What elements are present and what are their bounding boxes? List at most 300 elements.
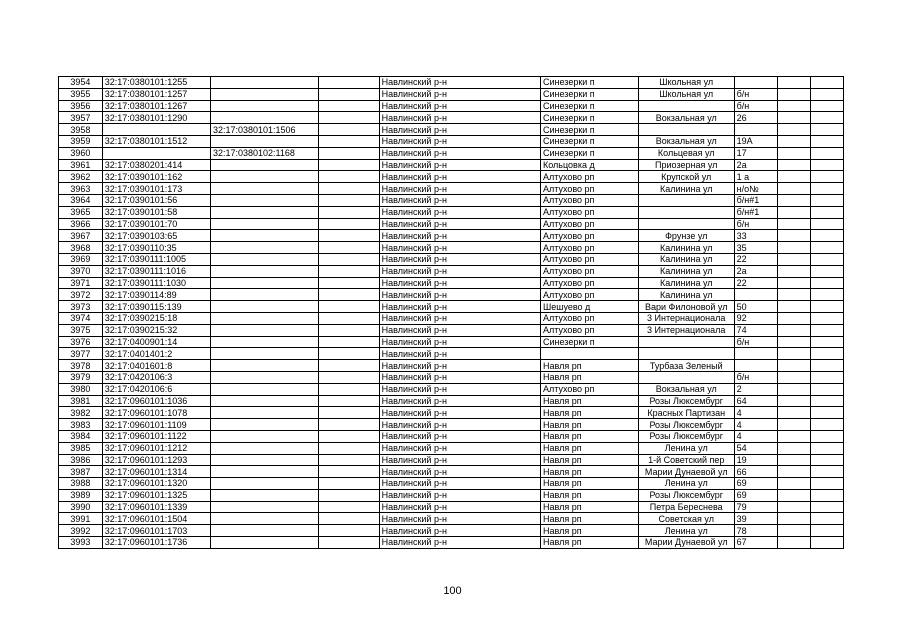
cell-house-number: б/н <box>734 88 778 100</box>
cell-cadastral-number: 32:17:0420106:6 <box>102 383 210 395</box>
cell-extra-column-2 <box>810 525 843 537</box>
cell-locality: Синезерки п <box>540 147 638 159</box>
cell-empty-column <box>319 242 379 254</box>
cell-empty-column <box>319 147 379 159</box>
cell-cadastral-number-alt <box>210 112 318 124</box>
cell-cadastral-number: 32:17:0390110:35 <box>102 242 210 254</box>
cell-empty-column <box>319 301 379 313</box>
cell-locality: Алтухово рп <box>540 265 638 277</box>
cell-locality: Алтухово рп <box>540 218 638 230</box>
cell-locality: Алтухово рп <box>540 289 638 301</box>
cell-extra-column-1 <box>778 218 810 230</box>
cell-locality: Алтухово рп <box>540 242 638 254</box>
cell-locality: Синезерки п <box>540 336 638 348</box>
cell-cadastral-number: 32:17:0960101:1314 <box>102 466 210 478</box>
cell-cadastral-number: 32:17:0390111:1005 <box>102 253 210 265</box>
cell-empty-column <box>319 206 379 218</box>
table-row <box>59 407 844 419</box>
cell-empty-column <box>319 383 379 395</box>
cell-extra-column-2 <box>810 77 843 89</box>
cell-street: Красных Партизан <box>638 407 734 419</box>
cell-empty-column <box>319 478 379 490</box>
cell-house-number: 50 <box>734 301 778 313</box>
cell-street: 3 Интернационала <box>638 312 734 324</box>
cell-empty-column <box>319 100 379 112</box>
cell-row-number: 3958 <box>59 124 103 136</box>
cell-extra-column-2 <box>810 407 843 419</box>
cell-cadastral-number-alt <box>210 371 318 383</box>
cell-street <box>638 336 734 348</box>
cell-street: Школьная ул <box>638 88 734 100</box>
cell-district: Навлинский р-н <box>379 513 540 525</box>
cell-street <box>638 218 734 230</box>
cell-row-number: 3983 <box>59 419 103 431</box>
cell-extra-column-2 <box>810 324 843 336</box>
cell-street: Калинина ул <box>638 289 734 301</box>
cell-house-number: 4 <box>734 419 778 431</box>
cell-district: Навлинский р-н <box>379 277 540 289</box>
cell-district: Навлинский р-н <box>379 253 540 265</box>
cell-house-number: 2 <box>734 383 778 395</box>
cell-row-number: 3967 <box>59 230 103 242</box>
cell-empty-column <box>319 489 379 501</box>
table-row <box>59 395 844 407</box>
cell-extra-column-2 <box>810 124 843 136</box>
cell-extra-column-2 <box>810 301 843 313</box>
cell-house-number: 19А <box>734 135 778 147</box>
cell-cadastral-number: 32:17:0960101:1736 <box>102 537 210 549</box>
cell-district: Навлинский р-н <box>379 348 540 360</box>
cell-extra-column-2 <box>810 253 843 265</box>
cell-extra-column-1 <box>778 265 810 277</box>
cell-cadastral-number: 32:17:0960101:1504 <box>102 513 210 525</box>
cell-row-number: 3956 <box>59 100 103 112</box>
cell-street: Приозерная ул <box>638 159 734 171</box>
cell-cadastral-number: 32:17:0420106:3 <box>102 371 210 383</box>
cell-extra-column-2 <box>810 336 843 348</box>
cell-empty-column <box>319 194 379 206</box>
cell-house-number: 22 <box>734 277 778 289</box>
cell-empty-column <box>319 171 379 183</box>
cell-cadastral-number-alt <box>210 88 318 100</box>
cell-district: Навлинский р-н <box>379 135 540 147</box>
cell-extra-column-2 <box>810 100 843 112</box>
cell-empty-column <box>319 253 379 265</box>
cell-district: Навлинский р-н <box>379 218 540 230</box>
table-row <box>59 124 844 136</box>
table-row <box>59 242 844 254</box>
cell-row-number: 3982 <box>59 407 103 419</box>
cell-street: Калинина ул <box>638 277 734 289</box>
cell-street: Школьная ул <box>638 77 734 89</box>
cell-cadastral-number-alt <box>210 206 318 218</box>
cell-extra-column-1 <box>778 478 810 490</box>
cell-empty-column <box>319 419 379 431</box>
cell-cadastral-number-alt <box>210 430 318 442</box>
cell-locality: Синезерки п <box>540 88 638 100</box>
table-row <box>59 430 844 442</box>
page-number: 100 <box>443 585 462 597</box>
cell-locality: Алтухово рп <box>540 183 638 195</box>
cell-row-number: 3968 <box>59 242 103 254</box>
cell-empty-column <box>319 454 379 466</box>
cell-street <box>638 371 734 383</box>
cell-house-number: 39 <box>734 513 778 525</box>
cell-cadastral-number-alt <box>210 218 318 230</box>
cell-cadastral-number-alt <box>210 77 318 89</box>
cell-extra-column-2 <box>810 218 843 230</box>
cell-extra-column-1 <box>778 360 810 372</box>
cell-district: Навлинский р-н <box>379 407 540 419</box>
cell-empty-column <box>319 312 379 324</box>
table-row <box>59 171 844 183</box>
cell-cadastral-number: 32:17:0380101:1255 <box>102 77 210 89</box>
cell-street: Фрунзе ул <box>638 230 734 242</box>
cell-cadastral-number: 32:17:0960101:1325 <box>102 489 210 501</box>
cell-cadastral-number-alt <box>210 100 318 112</box>
cell-empty-column <box>319 88 379 100</box>
cell-extra-column-2 <box>810 88 843 100</box>
cell-district: Навлинский р-н <box>379 147 540 159</box>
cell-cadastral-number-alt <box>210 324 318 336</box>
cell-locality: Кольцовка д <box>540 159 638 171</box>
cell-street: 1-й Советский пер <box>638 454 734 466</box>
cell-extra-column-2 <box>810 537 843 549</box>
cell-district: Навлинский р-н <box>379 454 540 466</box>
cell-locality: Алтухово рп <box>540 324 638 336</box>
cell-house-number: 1 а <box>734 171 778 183</box>
cell-house-number: 64 <box>734 395 778 407</box>
cell-extra-column-2 <box>810 147 843 159</box>
cell-house-number <box>734 360 778 372</box>
cell-extra-column-2 <box>810 194 843 206</box>
cell-row-number: 3988 <box>59 478 103 490</box>
cell-street: Ленина ул <box>638 525 734 537</box>
cell-cadastral-number-alt <box>210 159 318 171</box>
cell-empty-column <box>319 348 379 360</box>
cell-extra-column-2 <box>810 371 843 383</box>
cell-extra-column-2 <box>810 466 843 478</box>
cell-locality: Навля рп <box>540 525 638 537</box>
cell-extra-column-1 <box>778 312 810 324</box>
table-row <box>59 147 844 159</box>
cell-locality: Навля рп <box>540 371 638 383</box>
table-row <box>59 265 844 277</box>
cell-cadastral-number-alt <box>210 171 318 183</box>
cell-cadastral-number: 32:17:0390101:173 <box>102 183 210 195</box>
cell-cadastral-number-alt <box>210 454 318 466</box>
table-row <box>59 100 844 112</box>
cell-district: Навлинский р-н <box>379 289 540 301</box>
cell-row-number: 3963 <box>59 183 103 195</box>
cell-extra-column-1 <box>778 395 810 407</box>
cell-house-number: 35 <box>734 242 778 254</box>
cell-extra-column-2 <box>810 442 843 454</box>
cell-locality: Навля рп <box>540 360 638 372</box>
cell-cadastral-number-alt <box>210 301 318 313</box>
cell-locality: Навля рп <box>540 489 638 501</box>
cell-cadastral-number: 32:17:0960101:1339 <box>102 501 210 513</box>
cell-district: Навлинский р-н <box>379 383 540 395</box>
cell-locality: Навля рп <box>540 407 638 419</box>
cell-empty-column <box>319 135 379 147</box>
cell-locality: Навля рп <box>540 466 638 478</box>
cell-house-number: 26 <box>734 112 778 124</box>
cell-street: Вокзальная ул <box>638 112 734 124</box>
cell-empty-column <box>319 430 379 442</box>
cell-cadastral-number-alt <box>210 135 318 147</box>
cell-locality: Шешуево д <box>540 301 638 313</box>
table-row <box>59 135 844 147</box>
cell-extra-column-2 <box>810 501 843 513</box>
cell-district: Навлинский р-н <box>379 537 540 549</box>
cell-extra-column-1 <box>778 194 810 206</box>
cell-cadastral-number: 32:17:0390101:70 <box>102 218 210 230</box>
cell-house-number: 54 <box>734 442 778 454</box>
cell-row-number: 3987 <box>59 466 103 478</box>
cell-extra-column-1 <box>778 336 810 348</box>
cell-cadastral-number: 32:17:0390101:162 <box>102 171 210 183</box>
registry-table-body <box>59 77 844 549</box>
cell-cadastral-number-alt <box>210 360 318 372</box>
cell-street: Калинина ул <box>638 253 734 265</box>
cell-extra-column-2 <box>810 242 843 254</box>
cell-extra-column-2 <box>810 265 843 277</box>
cell-street: Марии Дунаевой ул <box>638 537 734 549</box>
table-row <box>59 383 844 395</box>
cell-row-number: 3976 <box>59 336 103 348</box>
cell-extra-column-1 <box>778 100 810 112</box>
cell-district: Навлинский р-н <box>379 301 540 313</box>
cell-district: Навлинский р-н <box>379 124 540 136</box>
cell-district: Навлинский р-н <box>379 242 540 254</box>
cell-locality: Навля рп <box>540 537 638 549</box>
cell-house-number: 66 <box>734 466 778 478</box>
cell-house-number <box>734 348 778 360</box>
cell-locality: Алтухово рп <box>540 171 638 183</box>
cell-empty-column <box>319 336 379 348</box>
cell-extra-column-1 <box>778 537 810 549</box>
cell-locality: Алтухово рп <box>540 206 638 218</box>
cell-house-number: 74 <box>734 324 778 336</box>
cell-locality: Навля рп <box>540 513 638 525</box>
cell-empty-column <box>319 513 379 525</box>
table-row <box>59 206 844 218</box>
cell-street <box>638 348 734 360</box>
cell-extra-column-2 <box>810 312 843 324</box>
cell-empty-column <box>319 230 379 242</box>
cell-row-number: 3959 <box>59 135 103 147</box>
cell-house-number: б/н#1 <box>734 194 778 206</box>
cell-district: Навлинский р-н <box>379 430 540 442</box>
cell-extra-column-2 <box>810 360 843 372</box>
cell-row-number: 3972 <box>59 289 103 301</box>
cell-cadastral-number-alt <box>210 525 318 537</box>
cell-district: Навлинский р-н <box>379 336 540 348</box>
cell-extra-column-2 <box>810 478 843 490</box>
cell-extra-column-1 <box>778 430 810 442</box>
cell-extra-column-1 <box>778 383 810 395</box>
table-row <box>59 301 844 313</box>
cell-house-number <box>734 124 778 136</box>
cell-cadastral-number-alt <box>210 466 318 478</box>
cell-district: Навлинский р-н <box>379 88 540 100</box>
cell-locality: Синезерки п <box>540 135 638 147</box>
cell-street: Кольцевая ул <box>638 147 734 159</box>
cell-empty-column <box>319 360 379 372</box>
cell-street: Советская ул <box>638 513 734 525</box>
cell-district: Навлинский р-н <box>379 489 540 501</box>
cell-cadastral-number: 32:17:0960101:1293 <box>102 454 210 466</box>
cell-extra-column-1 <box>778 466 810 478</box>
cell-row-number: 3973 <box>59 301 103 313</box>
cell-row-number: 3993 <box>59 537 103 549</box>
registry-table <box>58 76 844 549</box>
cell-locality <box>540 348 638 360</box>
cell-empty-column <box>319 289 379 301</box>
cell-street: Калинина ул <box>638 265 734 277</box>
cell-empty-column <box>319 265 379 277</box>
cell-extra-column-1 <box>778 348 810 360</box>
cell-district: Навлинский р-н <box>379 77 540 89</box>
cell-empty-column <box>319 395 379 407</box>
cell-extra-column-1 <box>778 171 810 183</box>
cell-extra-column-1 <box>778 135 810 147</box>
cell-cadastral-number: 32:17:0380101:1290 <box>102 112 210 124</box>
cell-row-number: 3979 <box>59 371 103 383</box>
cell-district: Навлинский р-н <box>379 171 540 183</box>
cell-street: Вокзальная ул <box>638 383 734 395</box>
cell-extra-column-1 <box>778 301 810 313</box>
cell-street: Розы Люксембург <box>638 489 734 501</box>
table-row <box>59 277 844 289</box>
cell-empty-column <box>319 525 379 537</box>
cell-locality: Навля рп <box>540 501 638 513</box>
cell-extra-column-2 <box>810 159 843 171</box>
cell-cadastral-number-alt <box>210 383 318 395</box>
table-row <box>59 537 844 549</box>
cell-extra-column-1 <box>778 442 810 454</box>
table-row <box>59 442 844 454</box>
table-row <box>59 360 844 372</box>
cell-locality: Синезерки п <box>540 100 638 112</box>
cell-cadastral-number-alt <box>210 537 318 549</box>
cell-house-number: 22 <box>734 253 778 265</box>
cell-house-number: б/н <box>734 100 778 112</box>
table-row <box>59 112 844 124</box>
table-row <box>59 77 844 89</box>
cell-district: Навлинский р-н <box>379 206 540 218</box>
table-row <box>59 218 844 230</box>
cell-house-number: б/н <box>734 371 778 383</box>
cell-cadastral-number-alt: 32:17:0380101:1506 <box>210 124 318 136</box>
cell-cadastral-number: 32:17:0400901:14 <box>102 336 210 348</box>
table-row <box>59 348 844 360</box>
table-row <box>59 371 844 383</box>
cell-district: Навлинский р-н <box>379 525 540 537</box>
cell-district: Навлинский р-н <box>379 230 540 242</box>
cell-extra-column-2 <box>810 489 843 501</box>
table-row <box>59 88 844 100</box>
cell-district: Навлинский р-н <box>379 100 540 112</box>
cell-cadastral-number: 32:17:0380101:1257 <box>102 88 210 100</box>
cell-district: Навлинский р-н <box>379 112 540 124</box>
cell-street <box>638 124 734 136</box>
cell-cadastral-number: 32:17:0380101:1267 <box>102 100 210 112</box>
cell-empty-column <box>319 466 379 478</box>
cell-cadastral-number-alt <box>210 265 318 277</box>
cell-cadastral-number: 32:17:0390215:32 <box>102 324 210 336</box>
cell-empty-column <box>319 183 379 195</box>
table-row <box>59 336 844 348</box>
cell-cadastral-number-alt <box>210 478 318 490</box>
cell-empty-column <box>319 77 379 89</box>
cell-cadastral-number: 32:17:0390114:89 <box>102 289 210 301</box>
cell-cadastral-number-alt <box>210 277 318 289</box>
cell-house-number: 92 <box>734 312 778 324</box>
cell-cadastral-number-alt <box>210 194 318 206</box>
cell-street: Ленина ул <box>638 442 734 454</box>
cell-street: Ленина ул <box>638 478 734 490</box>
cell-cadastral-number-alt <box>210 513 318 525</box>
cell-row-number: 3971 <box>59 277 103 289</box>
cell-locality: Синезерки п <box>540 77 638 89</box>
cell-house-number <box>734 77 778 89</box>
table-row <box>59 194 844 206</box>
table-row <box>59 312 844 324</box>
cell-cadastral-number-alt <box>210 242 318 254</box>
cell-district: Навлинский р-н <box>379 194 540 206</box>
cell-locality: Навля рп <box>540 430 638 442</box>
table-row <box>59 230 844 242</box>
cell-extra-column-2 <box>810 171 843 183</box>
cell-street: Розы Люксембург <box>638 395 734 407</box>
cell-extra-column-2 <box>810 289 843 301</box>
cell-empty-column <box>319 501 379 513</box>
cell-row-number: 3962 <box>59 171 103 183</box>
cell-cadastral-number: 32:17:0960101:1320 <box>102 478 210 490</box>
cell-row-number: 3991 <box>59 513 103 525</box>
cell-row-number: 3992 <box>59 525 103 537</box>
cell-district: Навлинский р-н <box>379 360 540 372</box>
table-row <box>59 466 844 478</box>
cell-district: Навлинский р-н <box>379 395 540 407</box>
cell-house-number: 69 <box>734 489 778 501</box>
cell-extra-column-1 <box>778 206 810 218</box>
cell-extra-column-2 <box>810 454 843 466</box>
cell-cadastral-number: 32:17:0390111:1016 <box>102 265 210 277</box>
cell-extra-column-1 <box>778 489 810 501</box>
cell-extra-column-1 <box>778 242 810 254</box>
cell-cadastral-number-alt <box>210 253 318 265</box>
cell-house-number: б/н#1 <box>734 206 778 218</box>
cell-row-number: 3970 <box>59 265 103 277</box>
cell-house-number: 33 <box>734 230 778 242</box>
cell-extra-column-1 <box>778 88 810 100</box>
cell-street: Калинина ул <box>638 242 734 254</box>
cell-locality: Алтухово рп <box>540 230 638 242</box>
table-row <box>59 183 844 195</box>
cell-house-number: 4 <box>734 407 778 419</box>
cell-row-number: 3978 <box>59 360 103 372</box>
cell-extra-column-1 <box>778 77 810 89</box>
cell-locality: Навля рп <box>540 478 638 490</box>
cell-extra-column-1 <box>778 159 810 171</box>
cell-cadastral-number: 32:17:0390101:56 <box>102 194 210 206</box>
cell-cadastral-number-alt <box>210 395 318 407</box>
cell-cadastral-number <box>102 147 210 159</box>
cell-row-number: 3989 <box>59 489 103 501</box>
